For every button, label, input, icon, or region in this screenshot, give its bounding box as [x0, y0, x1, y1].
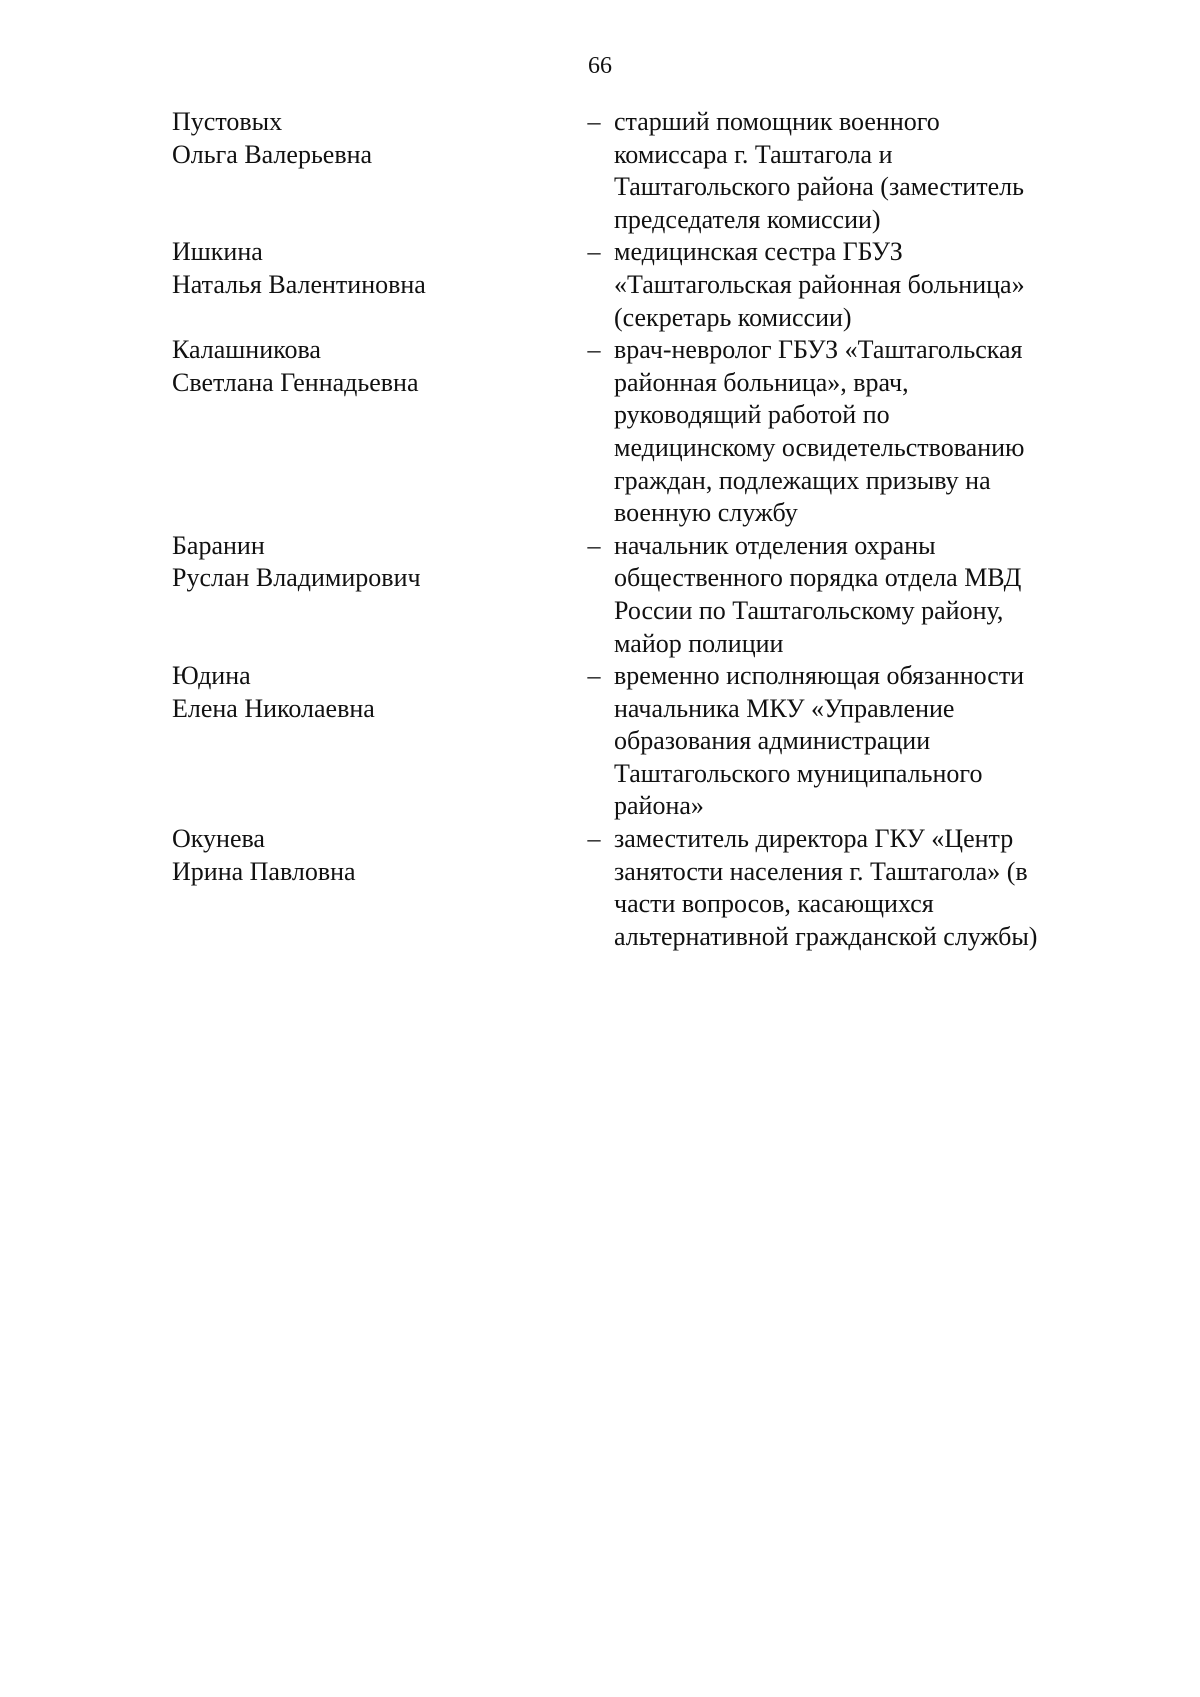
member-name [172, 530, 572, 660]
member-surname: Юдина [172, 661, 251, 691]
member-role [614, 106, 1090, 236]
role-line: майор полиции [614, 628, 784, 658]
dash-separator: – [587, 237, 601, 267]
member-given-names: Наталья Валентиновна [172, 269, 426, 299]
role-line: альтернативной гражданской службы) [614, 921, 1038, 951]
role-line: председателя комиссии) [614, 204, 881, 234]
member-entry [172, 106, 1092, 236]
role-line: занятости населения г. Таштагола» (в [614, 856, 1028, 886]
role-line: комиссара г. Таштагола и [614, 139, 893, 169]
member-given-names: Светлана Геннадьевна [172, 367, 419, 397]
member-role [614, 334, 1090, 530]
role-line: района» [614, 791, 704, 821]
member-role [614, 660, 1090, 823]
member-given-names: Елена Николаевна [172, 693, 375, 723]
dash-separator: – [587, 335, 601, 365]
commission-member-list [172, 106, 1092, 953]
role-line: общественного порядка отдела МВД [614, 563, 1022, 593]
member-entry [172, 660, 1092, 823]
dash-separator: – [587, 107, 601, 136]
member-entry [172, 334, 1092, 530]
role-line: (секретарь комиссии) [614, 302, 852, 332]
role-line: заместитель директора ГКУ «Центр [614, 824, 1014, 854]
member-surname: Окунева [172, 824, 265, 854]
member-surname: Ишкина [172, 237, 263, 267]
member-given-names: Ольга Валерьевна [172, 139, 373, 169]
dash-separator: – [587, 824, 601, 854]
role-line: руководящий работой по [614, 400, 890, 430]
member-given-names: Руслан Владимирович [172, 563, 421, 593]
member-surname: Пустовых [172, 107, 283, 136]
role-line: врач-невролог ГБУЗ «Таштагольская [614, 335, 1023, 365]
role-line: районная больница», врач, [614, 367, 909, 397]
role-line: граждан, подлежащих призыву на [614, 465, 991, 495]
member-role [614, 530, 1090, 660]
dash-separator: – [587, 530, 601, 560]
role-line: временно исполняющая обязанности [614, 661, 1025, 691]
member-name [172, 236, 572, 334]
role-line: «Таштагольская районная больница» [614, 269, 1025, 299]
member-surname: Баранин [172, 530, 265, 560]
member-name [172, 660, 572, 823]
role-line: Таштагольского муниципального [614, 758, 983, 788]
role-line: медицинская сестра ГБУЗ [614, 237, 903, 267]
member-entry [172, 236, 1092, 334]
role-line: медицинскому освидетельствованию [614, 432, 1025, 462]
page-number: 66 [588, 53, 612, 79]
member-entry [172, 823, 1092, 953]
role-line: начальника МКУ «Управление [614, 693, 955, 723]
member-name [172, 334, 572, 530]
role-line: начальник отделения охраны [614, 530, 936, 560]
member-role [614, 236, 1090, 334]
member-given-names: Ирина Павловна [172, 856, 356, 886]
role-line: России по Таштагольскому району, [614, 595, 1004, 625]
member-surname: Калашникова [172, 335, 321, 365]
dash-separator: – [587, 661, 601, 691]
member-role [614, 823, 1090, 953]
role-line: старший помощник военного [614, 107, 940, 136]
member-entry [172, 530, 1092, 660]
role-line: Таштагольского района (заместитель [614, 172, 1024, 202]
role-line: образования администрации [614, 726, 931, 756]
role-line: военную службу [614, 498, 798, 528]
member-name [172, 823, 572, 953]
role-line: части вопросов, касающихся [614, 889, 934, 919]
member-name [172, 106, 572, 236]
